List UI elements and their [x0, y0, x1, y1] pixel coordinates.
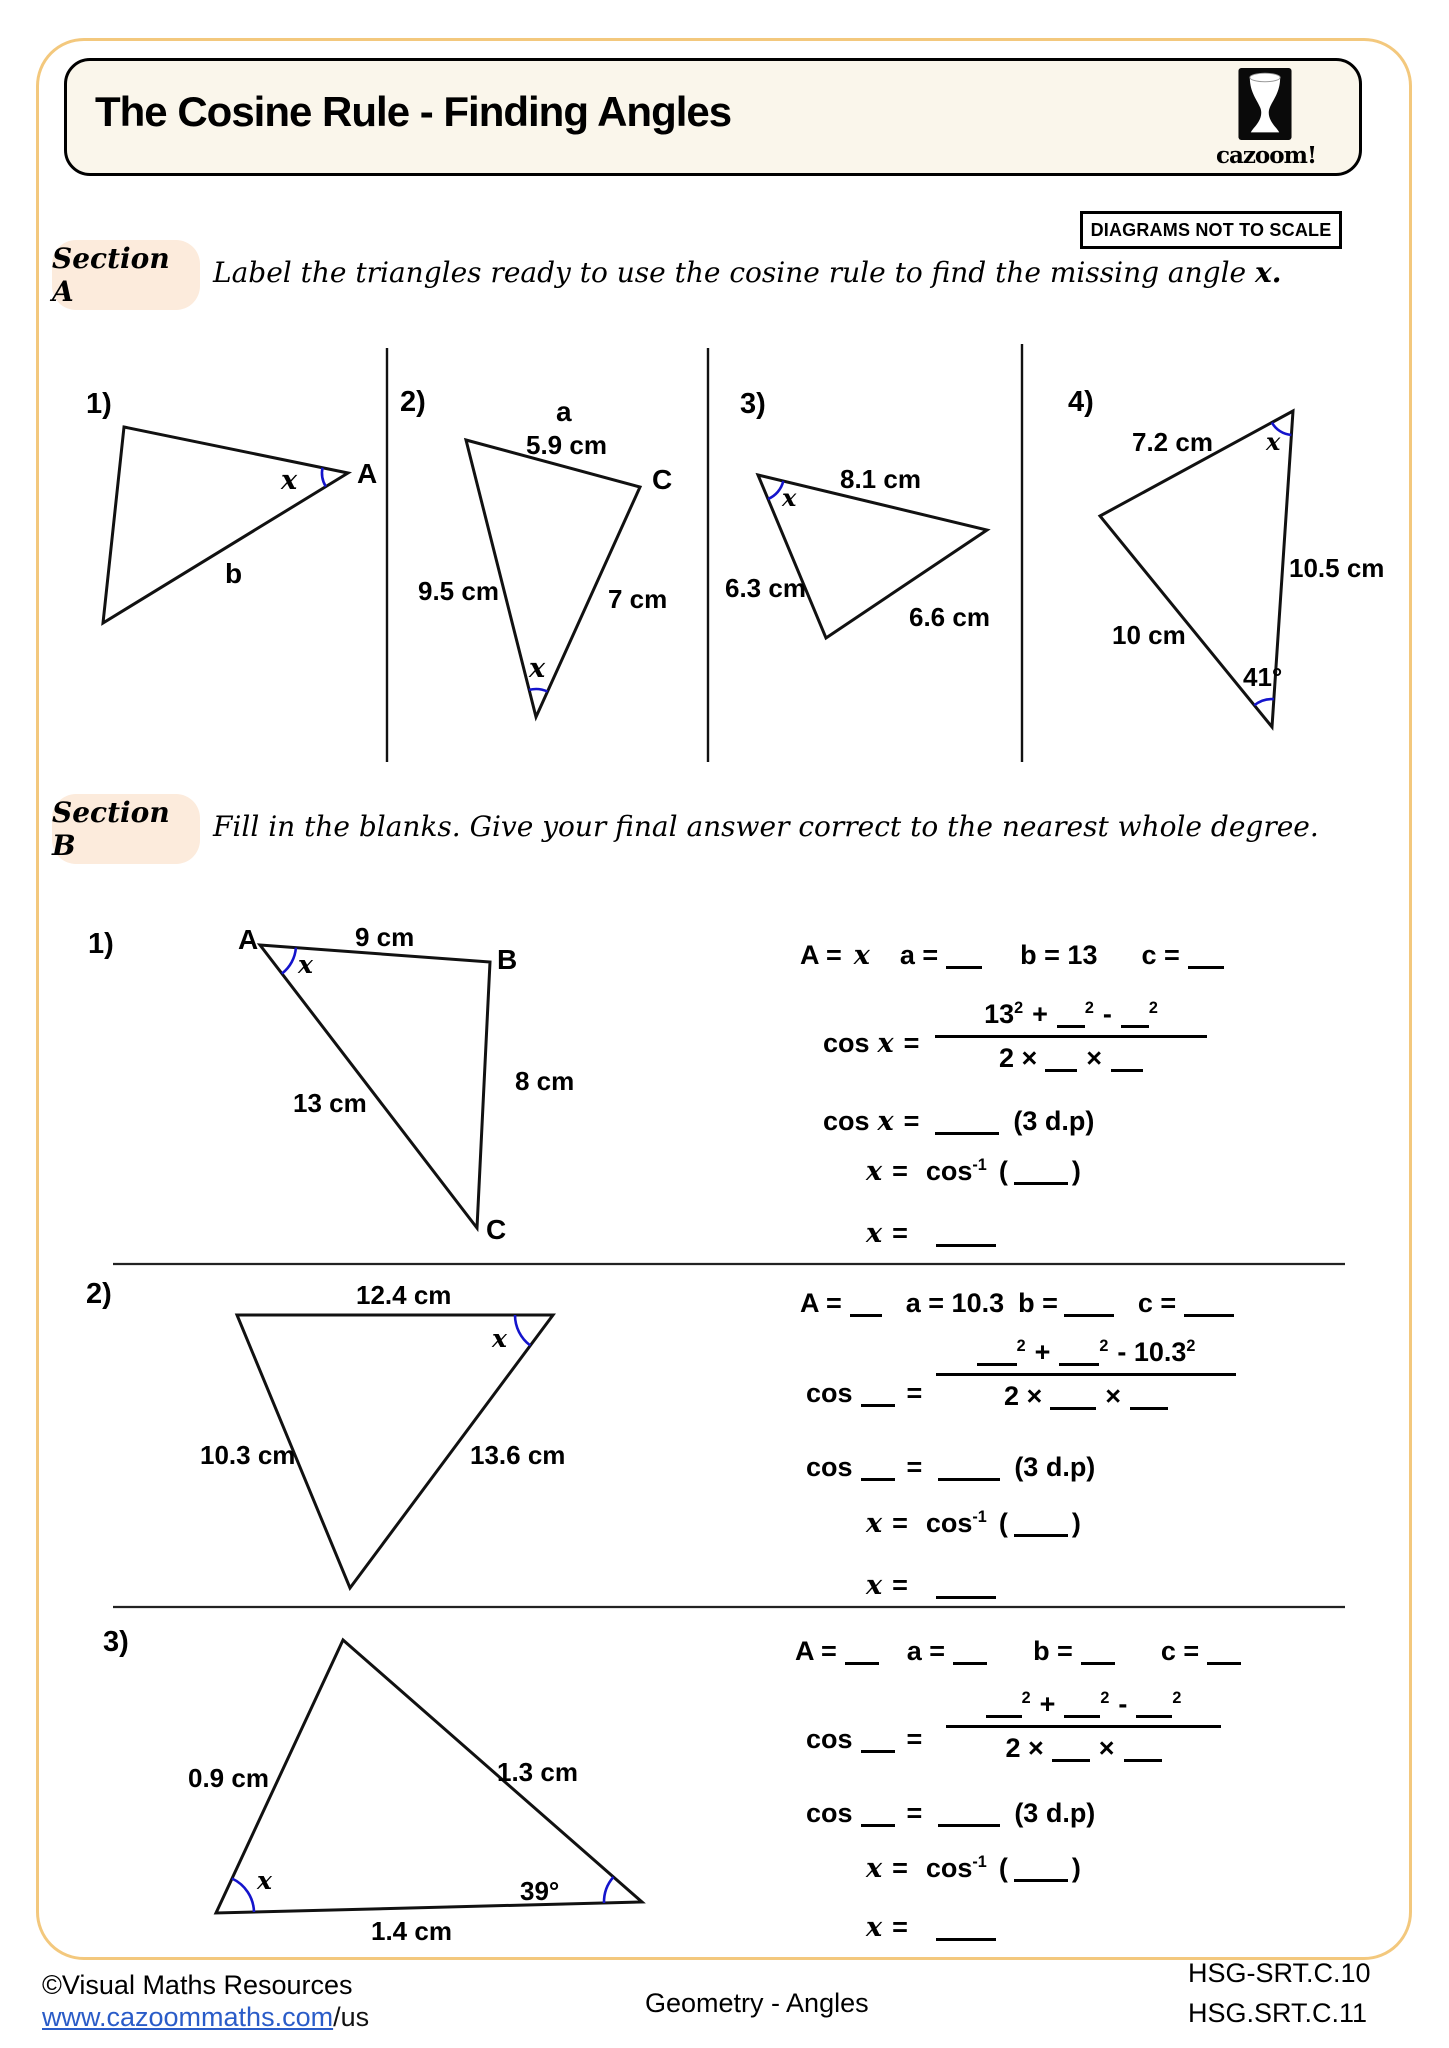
cosine-fraction-1	[935, 998, 1207, 1075]
answer-blank	[1014, 1526, 1068, 1537]
denominator-prefix: 2 ×	[1003, 1381, 1043, 1412]
cos-token: cos	[806, 1378, 853, 1408]
angle-label-b2: x	[492, 1324, 507, 1353]
superscript-2: 2	[1172, 1689, 1182, 1707]
var-b-label: b =	[1033, 1636, 1073, 1666]
answer-blank	[1064, 1707, 1100, 1718]
plus-token: +	[1034, 1337, 1051, 1367]
cosine-fraction-2	[936, 1336, 1236, 1413]
scale-badge: DIAGRAMS NOT TO SCALE	[1080, 211, 1342, 249]
superscript-2: 2	[1014, 999, 1024, 1017]
answer-blank	[977, 1355, 1017, 1366]
answer-blank	[986, 1707, 1022, 1718]
times-token: ×	[1098, 1733, 1115, 1764]
vertex-label-b1-A: A	[238, 924, 259, 955]
problem-number-b2: 2)	[86, 1278, 112, 1310]
answer-blank	[1124, 1751, 1162, 1762]
cos-inverse-token: cos	[925, 1508, 973, 1538]
equals-token: =	[892, 1156, 908, 1186]
var-c-label: c =	[1137, 1288, 1177, 1318]
x-token: x	[866, 1912, 883, 1943]
problem-number-a2: 2)	[400, 386, 426, 418]
answer-blank	[1057, 1017, 1085, 1028]
x-token: x	[866, 1156, 883, 1187]
problem-number-a1: 1)	[86, 388, 112, 420]
angle-label-b3: x	[257, 1866, 272, 1895]
logo-wordmark: cazoom!	[1215, 142, 1317, 169]
plus-token: +	[1032, 999, 1048, 1029]
cos-token: cos	[806, 1798, 853, 1828]
answer-blank	[1059, 1355, 1099, 1366]
fraction-bar	[935, 1035, 1207, 1038]
fraction-denominator	[946, 1732, 1221, 1764]
fraction-bar	[936, 1373, 1236, 1376]
var-A-value: x	[853, 940, 870, 971]
answer-blank	[1045, 1061, 1077, 1072]
answer-blank	[1207, 1654, 1241, 1665]
fraction-bar	[946, 1725, 1221, 1728]
denominator-prefix: 2 ×	[998, 1043, 1038, 1074]
superscript-2: 2	[1021, 1689, 1031, 1707]
answer-blank	[1064, 1306, 1114, 1317]
footer-standard-1: HSG-SRT.C.10	[1188, 1958, 1371, 1988]
answer-blank	[1111, 1061, 1143, 1072]
answer-blank	[1014, 1174, 1068, 1185]
angle-label-a2: x	[529, 653, 546, 684]
x-token: x	[866, 1508, 883, 1539]
minus-token: -	[1118, 1689, 1128, 1719]
section-b-instruction: Fill in the blanks. Give your final answer correct to the nearest whole degree.	[213, 810, 1319, 843]
known-angle-label-a4: 41°	[1243, 662, 1283, 692]
denominator-prefix: 2 ×	[1005, 1733, 1044, 1764]
angle-label-b1: x	[298, 950, 313, 979]
angle-label-a3: x	[782, 483, 797, 512]
answer-blank	[845, 1654, 879, 1665]
final-answer-row-3	[866, 1912, 996, 1943]
dp-note: (3 d.p)	[1014, 1798, 1096, 1828]
inverse-cos-row-1	[866, 1156, 1081, 1187]
cos-token: cos	[806, 1724, 853, 1754]
equals-token: =	[906, 1452, 923, 1482]
side-label-b2-top: 12.4 cm	[356, 1280, 452, 1310]
answer-blank	[1136, 1707, 1172, 1718]
x-token: x	[866, 1218, 883, 1249]
section-a-label	[52, 240, 200, 310]
instruction-x: x	[1255, 256, 1272, 289]
angle-label-a4: x	[1266, 427, 1281, 456]
equals-token: =	[903, 1106, 920, 1136]
cazoom-logo	[1215, 68, 1350, 169]
inverse-superscript: -1	[972, 1508, 987, 1526]
left-paren: (	[998, 1508, 1008, 1538]
inverse-superscript: -1	[972, 1156, 987, 1174]
cos-decimal-row-1	[823, 1106, 1094, 1137]
answer-blank	[946, 958, 982, 969]
section-a-instruction	[213, 256, 1281, 289]
answer-blank	[936, 1588, 996, 1599]
answer-blank	[938, 1816, 1000, 1827]
answer-blank	[1188, 958, 1224, 969]
superscript-2: 2	[1084, 999, 1094, 1017]
equals-token: =	[903, 1028, 920, 1058]
cos-token: cos	[823, 1028, 870, 1058]
equals-token: =	[892, 1853, 908, 1883]
cos-subject: x	[877, 1028, 894, 1059]
answer-blank	[1081, 1654, 1115, 1665]
cosine-fraction-3	[946, 1688, 1221, 1765]
fraction-numerator	[935, 998, 1207, 1030]
times-token: ×	[1105, 1381, 1122, 1412]
answer-blank	[936, 1930, 996, 1941]
instruction-text: Label the triangles ready to use the cosine rule to find the missing angle	[213, 256, 1256, 289]
equals-token: =	[892, 1218, 908, 1248]
footer-copyright: ©Visual Maths Resources	[42, 1970, 353, 2000]
dp-note: (3 d.p)	[1013, 1106, 1095, 1136]
numerator-term: - 10.3	[1117, 1337, 1187, 1367]
side-label-b3-left: 0.9 cm	[188, 1763, 269, 1793]
angle-label-a1: x	[281, 465, 298, 496]
answer-blank	[1184, 1306, 1234, 1317]
cos-inverse-token: cos	[925, 1156, 973, 1186]
answer-blank	[935, 1124, 999, 1135]
dp-note: (3 d.p)	[1014, 1452, 1096, 1482]
minus-token: -	[1102, 999, 1112, 1029]
section-b-label-text: Section B	[52, 796, 170, 862]
given-values-row-2	[800, 1288, 1234, 1319]
answer-blank	[1014, 1871, 1068, 1882]
equals-token: =	[906, 1378, 923, 1408]
right-paren: )	[1071, 1156, 1081, 1186]
problem-number-b3: 3)	[103, 1626, 129, 1658]
var-c-label: c =	[1160, 1636, 1200, 1666]
instruction-period: .	[1271, 256, 1282, 289]
var-b-label: b =	[1018, 1288, 1058, 1318]
numerator-term: 13	[984, 999, 1015, 1029]
side-label-a1-b: b	[225, 558, 243, 589]
cos-decimal-row-3	[806, 1798, 1095, 1829]
side-label-a2-top: 5.9 cm	[526, 430, 607, 460]
side-label-a2-left: 9.5 cm	[418, 576, 499, 606]
fraction-numerator	[936, 1336, 1236, 1368]
fraction-denominator	[936, 1380, 1236, 1412]
known-angle-label-b3: 39°	[520, 1876, 560, 1906]
superscript-2: 2	[1099, 1337, 1109, 1355]
side-label-a4-top: 7.2 cm	[1132, 427, 1213, 457]
answer-blank	[1130, 1399, 1168, 1410]
cos-subject: x	[877, 1106, 894, 1137]
cos-fraction-lhs-2	[806, 1378, 922, 1409]
side-label-a3-left: 6.3 cm	[725, 573, 806, 603]
problem-number-a4: 4)	[1068, 386, 1094, 418]
side-label-b1-ab: 9 cm	[355, 922, 415, 952]
given-values-row-3	[795, 1636, 1241, 1667]
problem-number-a3: 3)	[740, 388, 766, 420]
problem-number-b1: 1)	[88, 928, 114, 960]
answer-blank	[1050, 1399, 1096, 1410]
var-a-label: a =	[906, 1636, 946, 1666]
right-paren: )	[1071, 1853, 1081, 1883]
left-paren: (	[998, 1156, 1008, 1186]
side-letter-a2: a	[556, 396, 572, 427]
footer-link-suffix: /us	[333, 2002, 370, 2032]
side-label-a3-top: 8.1 cm	[840, 464, 921, 494]
answer-blank	[1052, 1751, 1090, 1762]
answer-blank	[953, 1654, 987, 1665]
inverse-cos-row-2	[866, 1508, 1081, 1539]
vertex-label-a1: A	[357, 458, 378, 489]
plus-token: +	[1039, 1689, 1056, 1719]
var-a-label: a = 10.3	[905, 1288, 1005, 1318]
djembe-drum-icon	[1238, 68, 1292, 140]
var-b-label: b = 13	[1020, 940, 1098, 970]
var-A-label: A =	[800, 1288, 842, 1318]
answer-blank	[938, 1470, 1000, 1481]
final-answer-row-1	[866, 1218, 996, 1249]
answer-blank	[861, 1470, 895, 1481]
times-token: ×	[1086, 1043, 1103, 1074]
cos-token: cos	[823, 1106, 870, 1136]
side-label-a2-right: 7 cm	[608, 584, 668, 614]
var-a-label: a =	[899, 940, 939, 970]
answer-blank	[861, 1396, 895, 1407]
answer-blank	[850, 1306, 882, 1317]
footer-standard-2: HSG.SRT.C.11	[1188, 1998, 1368, 2028]
right-paren: )	[1071, 1508, 1081, 1538]
side-label-b1-bc: 8 cm	[515, 1066, 575, 1096]
side-label-b3-right: 1.3 cm	[497, 1757, 578, 1787]
side-label-a4-left: 10 cm	[1112, 620, 1186, 650]
var-A-label: A =	[800, 940, 842, 970]
superscript-2: 2	[1186, 1337, 1196, 1355]
footer-link-row	[42, 2002, 369, 2033]
final-answer-row-2	[866, 1570, 996, 1601]
cos-decimal-row-2	[806, 1452, 1095, 1483]
superscript-2: 2	[1148, 999, 1158, 1017]
x-token: x	[866, 1570, 883, 1601]
side-label-a3-bottom: 6.6 cm	[909, 602, 990, 632]
cos-token: cos	[806, 1452, 853, 1482]
vertex-label-a2: C	[652, 464, 673, 495]
vertex-label-b1-C: C	[486, 1214, 507, 1245]
cos-inverse-token: cos	[925, 1853, 973, 1883]
vertex-label-b1-B: B	[497, 944, 518, 975]
section-a-label-text: Section A	[52, 242, 170, 308]
inverse-cos-row-3	[866, 1853, 1081, 1884]
x-token: x	[866, 1853, 883, 1884]
equals-token: =	[906, 1724, 923, 1754]
cos-fraction-lhs-3	[806, 1724, 922, 1755]
inverse-superscript: -1	[972, 1853, 987, 1871]
given-values-row-1	[800, 940, 1224, 971]
side-label-a4-right: 10.5 cm	[1289, 553, 1385, 583]
var-c-label: c =	[1141, 940, 1180, 970]
answer-blank	[1121, 1017, 1149, 1028]
superscript-2: 2	[1100, 1689, 1110, 1707]
cos-fraction-lhs-1	[823, 1028, 919, 1059]
equals-token: =	[892, 1912, 908, 1942]
footer-subject: Geometry - Angles	[645, 1988, 869, 2018]
fraction-numerator	[946, 1688, 1221, 1720]
answer-blank	[936, 1236, 996, 1247]
var-A-label: A =	[795, 1636, 837, 1666]
equals-token: =	[906, 1798, 923, 1828]
side-label-b1-ac: 13 cm	[293, 1088, 367, 1118]
superscript-2: 2	[1016, 1337, 1026, 1355]
side-label-b2-left: 10.3 cm	[200, 1440, 296, 1470]
footer-link[interactable]: www.cazoommaths.com	[42, 2002, 334, 2032]
section-b-label	[52, 794, 200, 864]
answer-blank	[861, 1816, 895, 1827]
side-label-b2-right: 13.6 cm	[470, 1440, 566, 1470]
fraction-denominator	[935, 1042, 1207, 1074]
answer-blank	[861, 1742, 895, 1753]
equals-token: =	[892, 1508, 908, 1538]
left-paren: (	[998, 1853, 1008, 1883]
page-title: The Cosine Rule - Finding Angles	[95, 88, 732, 135]
side-label-b3-bottom: 1.4 cm	[371, 1916, 452, 1946]
equals-token: =	[892, 1570, 908, 1600]
